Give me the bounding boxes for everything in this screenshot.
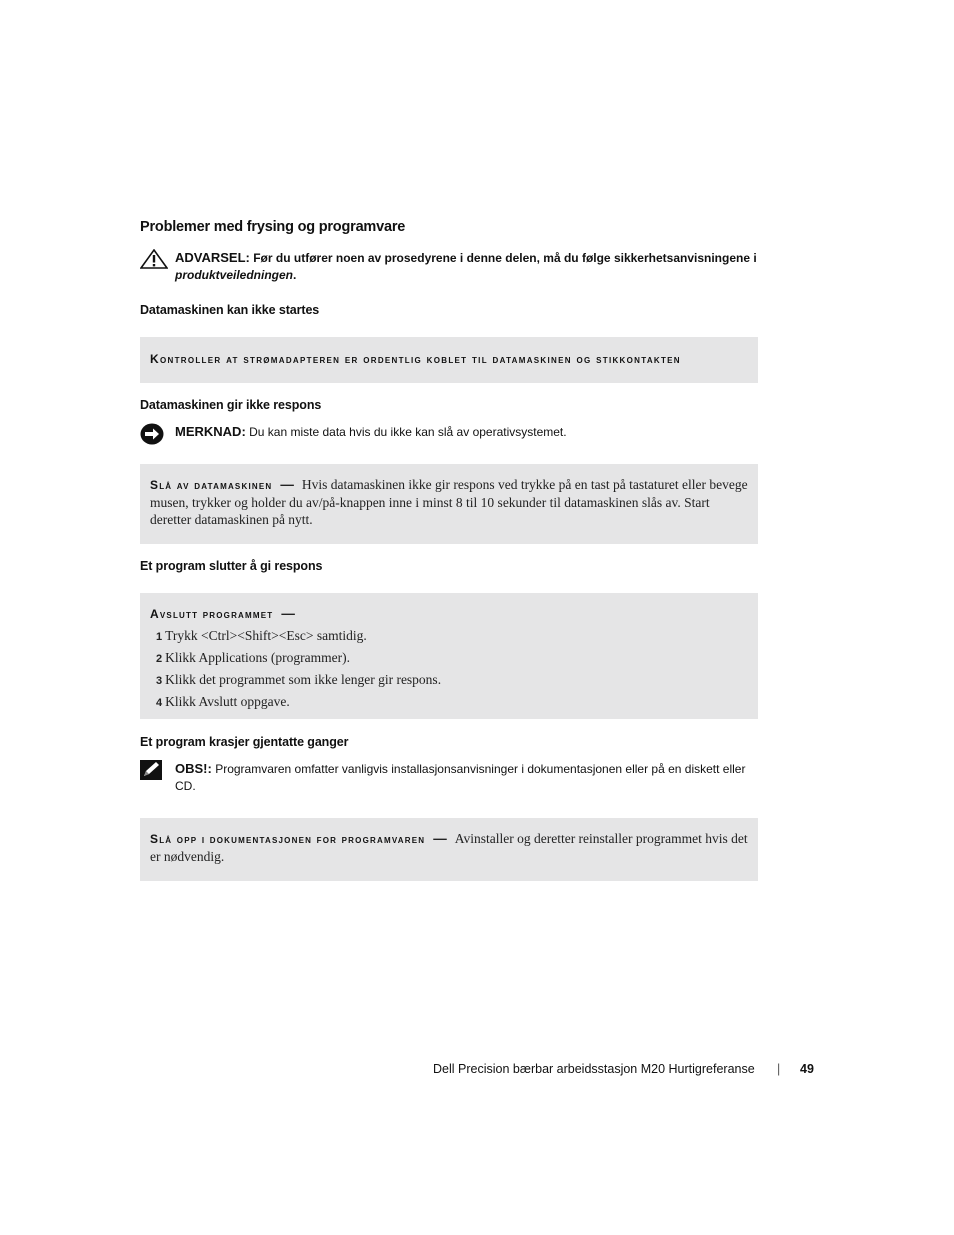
list-item [156, 649, 748, 668]
section-title-startup: Datamaskinen kan ikke startes [140, 303, 320, 317]
box-heading-shutdown: Slå av datamaskinen [150, 478, 273, 492]
footer-separator: | [777, 1062, 781, 1076]
warning-text: Før du utfører noen av prosedyrene i denne delen, må du følge sikkerhetsanvisningene i [253, 251, 757, 265]
notice-text: Du kan miste data hvis du ikke kan slå av operativsystemet. [249, 425, 567, 439]
list-item [156, 693, 748, 712]
warning-notice [140, 249, 760, 284]
section-title-program-crash: Et program krasjer gjentatte ganger [140, 735, 349, 749]
step-text: Trykk <Ctrl><Shift><Esc> samtidig. [165, 628, 367, 643]
note-box [140, 760, 760, 795]
solution-box-power [140, 337, 758, 383]
dash: — [280, 477, 294, 492]
notice-box [140, 423, 760, 441]
step-text-end: (programmer). [267, 650, 350, 665]
section-title-program-hang: Et program slutter å gi respons [140, 559, 323, 573]
step-number: 3 [156, 675, 163, 687]
step-text-end: . [286, 694, 290, 709]
step-number: 2 [156, 653, 163, 665]
warning-emph: produktveiledningen [175, 268, 294, 282]
step-text: Klikk [165, 650, 199, 665]
step-number: 4 [156, 697, 163, 709]
steps-list [156, 627, 748, 712]
warning-end: . [293, 268, 297, 282]
footer-title: Dell Precision bærbar arbeidsstasjon M20 Hurtigreferanse [433, 1062, 755, 1076]
step-number: 1 [156, 631, 163, 643]
step-text: Klikk [165, 694, 199, 709]
page-number: 49 [800, 1062, 814, 1076]
note-text: Programvaren omfatter vanligvis installasjonsanvisninger i dokumentasjonen eller på en diskett eller CD. [175, 762, 746, 793]
step-text: Klikk det programmet som ikke lenger gir respons. [165, 672, 442, 687]
solution-box-end-program [140, 593, 758, 719]
list-item [156, 627, 748, 646]
box-text-shutdown: Hvis datamaskinen ikke gir respons ved trykke på en tast på tastaturet eller bevege musen, trykker og holder du av/på-knappen inne i minst 8 til 10 sekunder til datamaskinen slås av. Start deretter datamaskinen på nytt. [150, 477, 748, 527]
solution-box-shutdown [140, 464, 758, 544]
note-label: OBS!: [175, 761, 212, 776]
step-ui-term: Avslutt oppgave [198, 694, 287, 709]
page-heading: Problemer med frysing og programvare [140, 219, 406, 235]
solution-box-documentation [140, 818, 758, 881]
warning-triangle-icon [140, 249, 168, 271]
note-pencil-icon [140, 760, 168, 782]
box-heading-end-program: Avslutt programmet [150, 607, 274, 621]
warning-label: ADVARSEL: [175, 250, 250, 265]
box-text-documentation: Avinstaller og deretter reinstaller programmet hvis det er nødvendig. [150, 831, 748, 864]
list-item [156, 671, 748, 690]
step-ui-term: Applications [198, 650, 268, 665]
box-heading-power: Kontroller at strømadapteren er ordentlig koblet til datamaskinen og stikkontakten [150, 352, 681, 366]
notice-arrow-icon [140, 423, 168, 445]
dash: — [433, 831, 447, 846]
dash: — [281, 606, 295, 621]
notice-label: MERKNAD: [175, 424, 246, 439]
section-title-no-response: Datamaskinen gir ikke respons [140, 398, 322, 412]
box-heading-documentation: Slå opp i dokumentasjonen for programvaren [150, 832, 426, 846]
